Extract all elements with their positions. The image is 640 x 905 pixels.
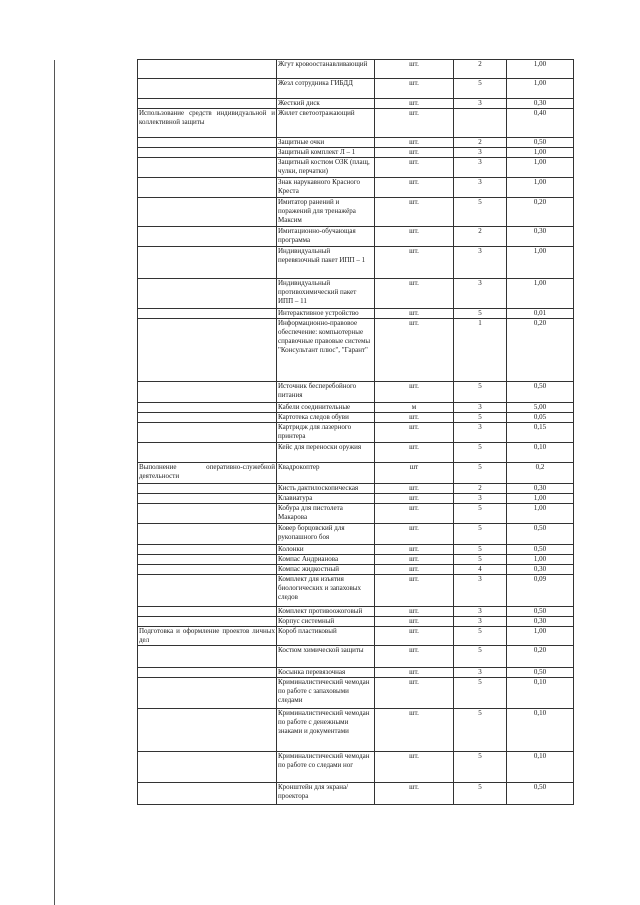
table-row xyxy=(138,494,574,504)
category-cell xyxy=(138,158,277,178)
quantity-cell: 5 xyxy=(454,504,507,524)
category-cell: Подготовка и оформление проектов личных дел xyxy=(139,627,275,644)
category-cell xyxy=(138,198,277,227)
category-cell xyxy=(138,678,277,709)
item-name-cell: Индивидуальный перевязочный пакет ИПП – 1 xyxy=(277,247,375,279)
table-row xyxy=(138,463,574,484)
category-cell xyxy=(138,178,277,198)
category-cell xyxy=(138,382,277,403)
table-row xyxy=(138,709,574,752)
unit-cell: шт. xyxy=(375,555,454,565)
coefficient-cell: 0,15 xyxy=(507,423,574,443)
unit-cell: шт. xyxy=(375,709,454,752)
item-name-cell: Кейс для переноски оружия xyxy=(277,443,375,463)
category-cell xyxy=(138,545,277,555)
category-cell xyxy=(138,99,277,109)
coefficient-cell: 0,50 xyxy=(507,524,574,545)
category-cell xyxy=(138,60,277,79)
category-cell xyxy=(138,148,277,158)
quantity-cell: 2 xyxy=(454,60,507,79)
category-cell xyxy=(138,403,277,413)
unit-cell: шт. xyxy=(375,109,454,138)
coefficient-cell: 1,00 xyxy=(507,158,574,178)
unit-cell: шт. xyxy=(375,247,454,279)
table-row xyxy=(138,607,574,617)
item-name-cell: Жилет светоотражающий xyxy=(277,109,375,138)
table-row xyxy=(138,423,574,443)
quantity-cell: 5 xyxy=(454,79,507,99)
coefficient-cell: 1,00 xyxy=(507,60,574,79)
item-name-cell: Защитные очки xyxy=(277,138,375,148)
unit-cell: шт. xyxy=(375,504,454,524)
unit-cell: шт. xyxy=(375,198,454,227)
coefficient-cell: 0,50 xyxy=(507,545,574,555)
unit-cell: шт. xyxy=(375,138,454,148)
category-cell: Использование средств индивидуальной и коллективной защиты xyxy=(138,109,277,138)
category-cell xyxy=(138,565,277,575)
category-cell xyxy=(138,524,277,545)
item-name-cell: Индивидуальный противохимический пакет ИПП – 11 xyxy=(277,279,375,309)
table-row xyxy=(138,138,574,148)
coefficient-cell: 0,40 xyxy=(507,109,574,138)
unit-cell: шт. xyxy=(375,319,454,382)
table-row xyxy=(138,99,574,109)
category-cell xyxy=(138,319,277,382)
item-name-cell: Клавиатура xyxy=(277,494,375,504)
category-cell xyxy=(138,423,277,443)
category-cell xyxy=(138,413,277,423)
quantity-cell: 3 xyxy=(454,575,507,607)
unit-cell: шт. xyxy=(375,413,454,423)
item-name-cell: Картотека следов обуви xyxy=(277,413,375,423)
item-name-cell: Комплект противоожоговый xyxy=(277,607,375,617)
quantity-cell: 3 xyxy=(454,607,507,617)
table-row xyxy=(138,668,574,678)
table-row xyxy=(138,413,574,423)
unit-cell: шт. xyxy=(375,148,454,158)
unit-cell: шт. xyxy=(375,646,454,668)
unit-cell: шт. xyxy=(375,443,454,463)
item-name-cell: Криминалистический чемодан по работе с денежными знаками и документами xyxy=(277,709,375,752)
item-name-cell: Интерактивное устройство xyxy=(277,309,375,319)
unit-cell: шт. xyxy=(375,524,454,545)
quantity-cell: 3 xyxy=(454,148,507,158)
table-row xyxy=(138,60,574,79)
item-name-cell: Кабели соединительные xyxy=(277,403,375,413)
coefficient-cell: 0,01 xyxy=(507,309,574,319)
quantity-cell: 3 xyxy=(454,247,507,279)
table-row xyxy=(138,148,574,158)
table-row xyxy=(138,752,574,783)
unit-cell: шт. xyxy=(375,545,454,555)
item-name-cell: Косынка перевязочная xyxy=(277,668,375,678)
unit-cell: шт. xyxy=(375,617,454,627)
unit-cell: шт. xyxy=(375,752,454,783)
table-row xyxy=(138,565,574,575)
category-cell xyxy=(138,79,277,99)
quantity-cell: 4 xyxy=(454,565,507,575)
coefficient-cell: 0,09 xyxy=(507,575,574,607)
category-cell xyxy=(138,443,277,463)
left-margin-rule xyxy=(54,60,55,905)
category-cell xyxy=(138,279,277,309)
table-row xyxy=(138,646,574,668)
unit-cell: шт. xyxy=(375,79,454,99)
table-row xyxy=(138,555,574,565)
item-name-cell: Криминалистический чемодан по работе со следами ног xyxy=(277,752,375,783)
quantity-cell: 5 xyxy=(454,198,507,227)
table-row xyxy=(138,627,574,646)
quantity-cell: 5 xyxy=(454,678,507,709)
item-name-cell: Источник бесперебойного питания xyxy=(277,382,375,403)
quantity-cell xyxy=(454,109,507,138)
quantity-cell: 3 xyxy=(454,617,507,627)
coefficient-cell: 0,30 xyxy=(507,99,574,109)
item-name-cell: Колонки xyxy=(277,545,375,555)
quantity-cell: 3 xyxy=(454,99,507,109)
category-cell xyxy=(138,646,277,668)
coefficient-cell: 1,00 xyxy=(507,494,574,504)
quantity-cell: 3 xyxy=(454,279,507,309)
item-name-cell: Костюм химической защиты xyxy=(277,646,375,668)
unit-cell: шт. xyxy=(375,565,454,575)
table-row xyxy=(138,575,574,607)
category-cell xyxy=(138,138,277,148)
coefficient-cell: 0,50 xyxy=(507,382,574,403)
inventory-table-body xyxy=(138,60,574,805)
coefficient-cell: 5,00 xyxy=(507,403,574,413)
unit-cell: шт xyxy=(375,463,454,484)
table-row xyxy=(138,783,574,805)
category-cell xyxy=(138,575,277,607)
category-cell xyxy=(138,709,277,752)
quantity-cell: 3 xyxy=(454,668,507,678)
item-name-cell: Кобура для пистолета Макарова xyxy=(277,504,375,524)
unit-cell: шт. xyxy=(375,279,454,309)
quantity-cell: 5 xyxy=(454,709,507,752)
coefficient-cell: 0,20 xyxy=(507,319,574,382)
coefficient-cell: 0,30 xyxy=(507,484,574,494)
quantity-cell: 5 xyxy=(454,783,507,805)
coefficient-cell: 1,00 xyxy=(507,79,574,99)
item-name-cell: Кисть дактилоскопическая xyxy=(277,484,375,494)
coefficient-cell: 0,10 xyxy=(507,752,574,783)
coefficient-cell: 0,10 xyxy=(507,709,574,752)
coefficient-cell: 0,10 xyxy=(507,678,574,709)
unit-cell: шт. xyxy=(375,607,454,617)
table-row xyxy=(138,109,574,138)
coefficient-cell: 0,30 xyxy=(507,617,574,627)
item-name-cell: Компас жидкостный xyxy=(277,565,375,575)
quantity-cell: 3 xyxy=(454,494,507,504)
table-row xyxy=(138,524,574,545)
table-row xyxy=(138,227,574,247)
unit-cell: шт. xyxy=(375,423,454,443)
category-cell xyxy=(138,668,277,678)
unit-cell: шт. xyxy=(375,99,454,109)
unit-cell: шт. xyxy=(375,484,454,494)
coefficient-cell: 0,50 xyxy=(507,607,574,617)
table-row xyxy=(138,309,574,319)
item-name-cell: Знак нарукавного Красного Креста xyxy=(277,178,375,198)
quantity-cell: 5 xyxy=(454,524,507,545)
item-name-cell: Компас Андрианова xyxy=(277,555,375,565)
quantity-cell: 2 xyxy=(454,138,507,148)
item-name-cell: Имитатор ранений и поражений для тренажёра Максим xyxy=(277,198,375,227)
quantity-cell: 5 xyxy=(454,545,507,555)
item-name-cell: Квадрокоптер xyxy=(277,463,375,484)
item-name-cell: Имитационно-обучающая программа xyxy=(277,227,375,247)
unit-cell: м xyxy=(375,403,454,413)
unit-cell: шт. xyxy=(375,382,454,403)
table-row xyxy=(138,247,574,279)
item-name-cell: Корпус системный xyxy=(277,617,375,627)
table-row xyxy=(138,617,574,627)
category-cell xyxy=(138,504,277,524)
category-cell xyxy=(138,752,277,783)
item-name-cell: Картридж для лазерного принтера xyxy=(277,423,375,443)
coefficient-cell: 0,50 xyxy=(507,783,574,805)
item-name-cell: Короб пластиковый xyxy=(277,627,375,646)
category-cell xyxy=(138,555,277,565)
coefficient-cell: 1,00 xyxy=(507,247,574,279)
unit-cell: шт. xyxy=(375,494,454,504)
category-cell xyxy=(138,484,277,494)
coefficient-cell: 0,2 xyxy=(507,463,574,484)
quantity-cell: 5 xyxy=(454,752,507,783)
category-cell xyxy=(138,227,277,247)
category-cell xyxy=(138,494,277,504)
quantity-cell: 5 xyxy=(454,382,507,403)
quantity-cell: 5 xyxy=(454,646,507,668)
item-name-cell: Информационно-правовое обеспечение: компьютерные справочные правовые системы "Консультант плюс", "Гарант" xyxy=(277,319,375,382)
unit-cell: шт. xyxy=(375,627,454,646)
category-cell xyxy=(138,309,277,319)
quantity-cell: 5 xyxy=(454,627,507,646)
table-row xyxy=(138,545,574,555)
item-name-cell: Жгут кровоостанавливающий xyxy=(277,60,375,79)
quantity-cell: 5 xyxy=(454,309,507,319)
unit-cell: шт. xyxy=(375,158,454,178)
unit-cell: шт. xyxy=(375,678,454,709)
coefficient-cell: 0,30 xyxy=(507,565,574,575)
coefficient-cell: 1,00 xyxy=(507,555,574,565)
table-row xyxy=(138,504,574,524)
table-row xyxy=(138,443,574,463)
table-row xyxy=(138,178,574,198)
table-row xyxy=(138,198,574,227)
quantity-cell: 3 xyxy=(454,423,507,443)
item-name-cell: Жесткий диск xyxy=(277,99,375,109)
coefficient-cell: 0,10 xyxy=(507,443,574,463)
table-row xyxy=(138,279,574,309)
item-name-cell: Ковер борцовский для рукопашного боя xyxy=(277,524,375,545)
coefficient-cell: 0,50 xyxy=(507,138,574,148)
unit-cell: шт. xyxy=(375,178,454,198)
quantity-cell: 5 xyxy=(454,555,507,565)
item-name-cell: Жезл сотрудника ГИБДД xyxy=(277,79,375,99)
table-row xyxy=(138,403,574,413)
quantity-cell: 2 xyxy=(454,484,507,494)
unit-cell: шт. xyxy=(375,668,454,678)
category-cell xyxy=(138,783,277,805)
item-name-cell: Криминалистический чемодан по работе с запаховыми следами xyxy=(277,678,375,709)
coefficient-cell: 0,05 xyxy=(507,413,574,423)
item-name-cell: Комплект для изъятия биологических и запаховых следов xyxy=(277,575,375,607)
unit-cell: шт. xyxy=(375,227,454,247)
quantity-cell: 5 xyxy=(454,413,507,423)
coefficient-cell: 1,00 xyxy=(507,627,574,646)
table-row xyxy=(138,319,574,382)
item-name-cell: Кронштейн для экрана/проектора xyxy=(277,783,375,805)
table-row xyxy=(138,484,574,494)
quantity-cell: 5 xyxy=(454,443,507,463)
coefficient-cell: 0,30 xyxy=(507,227,574,247)
category-cell xyxy=(138,607,277,617)
coefficient-cell: 0,50 xyxy=(507,668,574,678)
quantity-cell: 3 xyxy=(454,158,507,178)
item-name-cell: Защитный комплект Л – 1 xyxy=(277,148,375,158)
unit-cell: шт. xyxy=(375,783,454,805)
category-cell: Выполнение оперативно-служебной деятельности xyxy=(138,463,277,484)
coefficient-cell: 0,20 xyxy=(507,198,574,227)
unit-cell: шт. xyxy=(375,60,454,79)
coefficient-cell: 0,20 xyxy=(507,646,574,668)
quantity-cell: 3 xyxy=(454,178,507,198)
coefficient-cell: 1,00 xyxy=(507,178,574,198)
category-cell xyxy=(138,247,277,279)
table-row xyxy=(138,382,574,403)
coefficient-cell: 1,00 xyxy=(507,504,574,524)
unit-cell: шт. xyxy=(375,575,454,607)
quantity-cell: 5 xyxy=(454,463,507,484)
table-row xyxy=(138,158,574,178)
quantity-cell: 1 xyxy=(454,319,507,382)
inventory-table xyxy=(137,59,574,805)
category-cell xyxy=(138,617,277,627)
unit-cell: шт. xyxy=(375,309,454,319)
coefficient-cell: 1,00 xyxy=(507,279,574,309)
table-row xyxy=(138,79,574,99)
quantity-cell: 3 xyxy=(454,403,507,413)
quantity-cell: 2 xyxy=(454,227,507,247)
table-row xyxy=(138,678,574,709)
item-name-cell: Защитный костюм ОЗК (плащ, чулки, перчатки) xyxy=(277,158,375,178)
coefficient-cell: 1,00 xyxy=(507,148,574,158)
